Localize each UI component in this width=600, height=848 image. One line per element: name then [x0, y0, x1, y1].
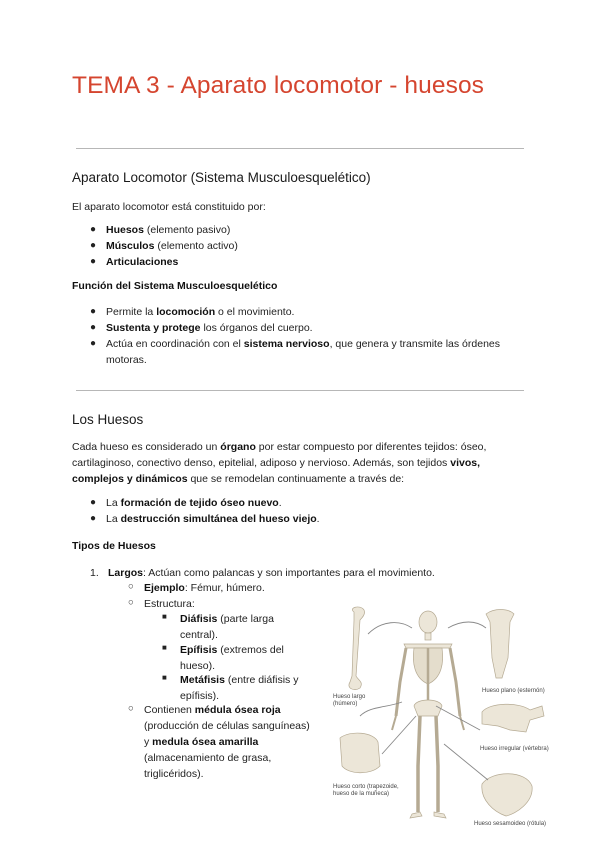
medula-item: Contienen médula ósea roja (producción de células sanguíneas) y medula ósea amarilla (almacenamiento de grasa, triglicéridos).	[144, 704, 310, 780]
vertebra-bone	[482, 704, 544, 732]
label-flat-bone: Hueso plano (esternón)	[482, 688, 545, 694]
trapezoid-bone	[340, 733, 380, 773]
label-long-bone-example: (húmero)	[333, 701, 358, 707]
subheading-tipos: Tipos de Huesos	[72, 540, 156, 552]
intro-text: El aparato locomotor está constituido por:	[72, 201, 266, 213]
epifisis-item: Epífisis (extremos del hueso).	[180, 644, 284, 672]
list-item: ● La formación de tejido óseo nuevo.	[90, 497, 282, 509]
list-item: ● Huesos (elemento pasivo)	[90, 224, 231, 236]
circle-bullet: ○	[128, 597, 134, 608]
functions-list	[72, 304, 532, 368]
square-bullet: ■	[162, 673, 167, 682]
list-number: 1.	[90, 567, 99, 579]
estructura-item: Estructura:	[144, 598, 195, 610]
label-sesamoid-bone: Hueso sesamoideo (rótula)	[474, 821, 547, 827]
metafisis-item: Metáfisis (entre diáfisis y epífisis).	[180, 674, 299, 702]
list-item: ● Actúa en coordinación con el sistema nervioso, que genera y transmite las órdenes motoras.	[90, 338, 500, 366]
list-item: ● Sustenta y protege los órganos del cuerpo.	[90, 322, 313, 334]
label-irregular-bone: Hueso irregular (vértebra)	[480, 746, 549, 752]
section-heading-aparato: Aparato Locomotor (Sistema Musculoesquelético)	[72, 170, 371, 185]
divider	[76, 148, 524, 149]
diafisis-item: Diáfisis (parte larga central).	[180, 613, 274, 641]
square-bullet: ■	[162, 643, 167, 652]
circle-bullet: ○	[128, 581, 134, 592]
humerus-bone	[349, 607, 365, 690]
remodel-list	[72, 495, 532, 527]
list-item: ● Permite la locomoción o el movimiento.	[90, 306, 295, 318]
square-bullet: ■	[162, 612, 167, 621]
page-title: TEMA 3 - Aparato locomotor - huesos	[72, 72, 485, 99]
list-item: ● Articulaciones	[90, 256, 179, 268]
ejemplo-item: Ejemplo: Fémur, húmero.	[144, 582, 265, 594]
sternum-bone	[486, 610, 514, 679]
components-list	[72, 222, 532, 270]
circle-bullet: ○	[128, 703, 134, 714]
divider	[76, 390, 524, 391]
largos-item: Largos: Actúan como palancas y son importantes para el movimiento.	[108, 567, 435, 579]
skeleton	[392, 611, 464, 818]
huesos-paragraph: Cada hueso es considerado un órgano por estar compuesto por diferentes tejidos: óseo, cartilaginoso, conectivo denso, epitelial, adiposo y nervioso. Además, son tejidos vivos, complejos y dinámicos que se remodelan continuamente a través de:	[72, 441, 487, 485]
label-short-bone: Hueso corto (trapezoide,	[333, 784, 399, 790]
label-long-bone: Hueso largo	[333, 694, 366, 700]
list-item: ● Músculos (elemento activo)	[90, 240, 238, 252]
subheading-funcion: Función del Sistema Musculoesquelético	[72, 280, 278, 292]
section-heading-huesos: Los Huesos	[72, 412, 144, 427]
bone-types-figure	[330, 598, 554, 830]
patella-bone	[482, 774, 532, 816]
list-item: ● La destrucción simultánea del hueso viejo.	[90, 513, 320, 525]
label-short-bone-example: hueso de la muñeca)	[333, 791, 390, 797]
